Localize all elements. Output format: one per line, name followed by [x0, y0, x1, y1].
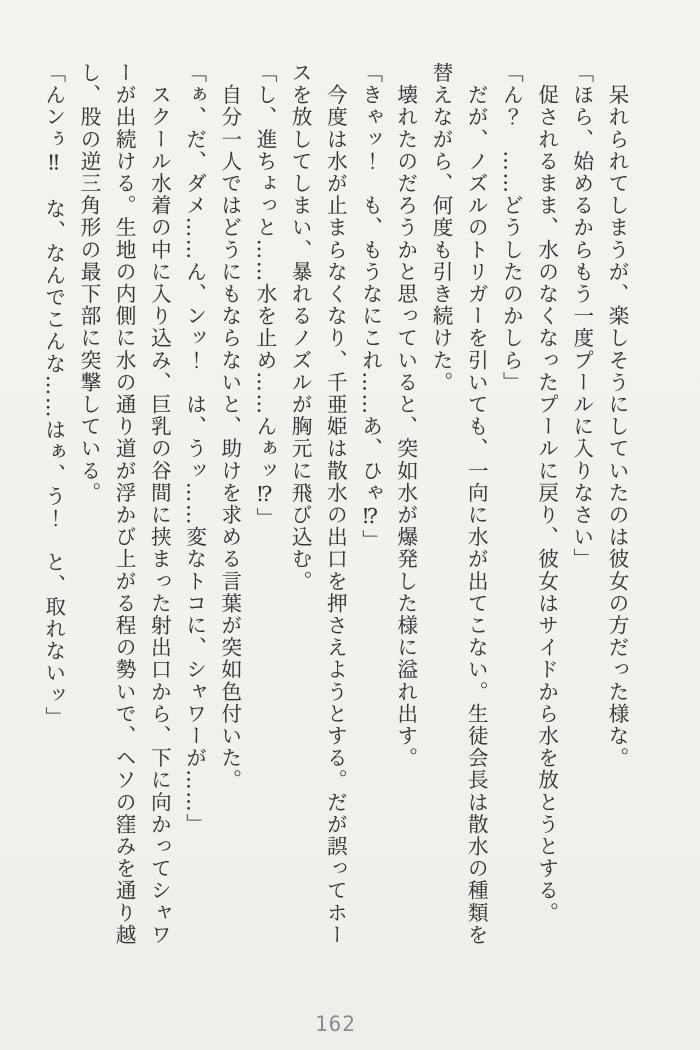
- text-column: 今度は水が止まらなくなり、千亜姫は散水の出口を押さえようとする。だが誤ってホー: [323, 62, 348, 946]
- text-column: 「ん？ ……どうしたのかしら」: [499, 62, 524, 394]
- text-column: ーが出続ける。生地の内側に水の通り道が浮かび上がる程の勢いで、ヘソの窪みを通り越: [112, 62, 137, 946]
- text-column: 自分一人ではどうにもならないと、助けを求める言葉が突如色付いた。: [217, 62, 242, 792]
- text-column: 替えながら、何度も引き続けた。: [428, 62, 453, 394]
- vertical-text-block: [34, 62, 634, 960]
- text-column: 「ほら、始めるからもう一度プールに入りなさい」: [569, 62, 594, 571]
- text-column: 促されるまま、水のなくなったプールに戻り、彼女はサイドから水を放とうとする。: [534, 62, 559, 924]
- page-number: 162: [315, 1012, 356, 1036]
- text-column: だが、ノズルのトリガーを引いても、一向に水が出てこない。生徒会長は散水の種類を: [464, 62, 489, 946]
- text-column: 呆れられてしまうが、楽しそうにしていたのは彼女の方だった様な。: [605, 62, 629, 770]
- text-column: 「し、進ちょっと……水を止め……んぁッ⁉」: [252, 62, 277, 530]
- text-column: し、股の逆三角形の最下部に突撃している。: [76, 62, 101, 504]
- text-column: 「きゃッ！ も、もうなにこれ……あ、ひゃ⁉」: [358, 62, 383, 552]
- text-column: 「んンぅ‼ な、なんでこんな……はぁ、う！ と、取れないッ」: [41, 62, 66, 729]
- text-column: スを放してしまい、暴れるノズルが胸元に飛び込む。: [288, 62, 313, 593]
- text-column: 壊れたのだろうかと思っていると、突如水が爆発した様に溢れ出す。: [393, 62, 418, 770]
- text-column: 「ぁ、だ、ダメ……ん、ンッ！ は、うッ……変なトコに、シャワーが……」: [182, 62, 207, 836]
- text-column: スクール水着の中に入り込み、巨乳の谷間に挟まった射出口から、下に向かってシャワ: [147, 62, 172, 946]
